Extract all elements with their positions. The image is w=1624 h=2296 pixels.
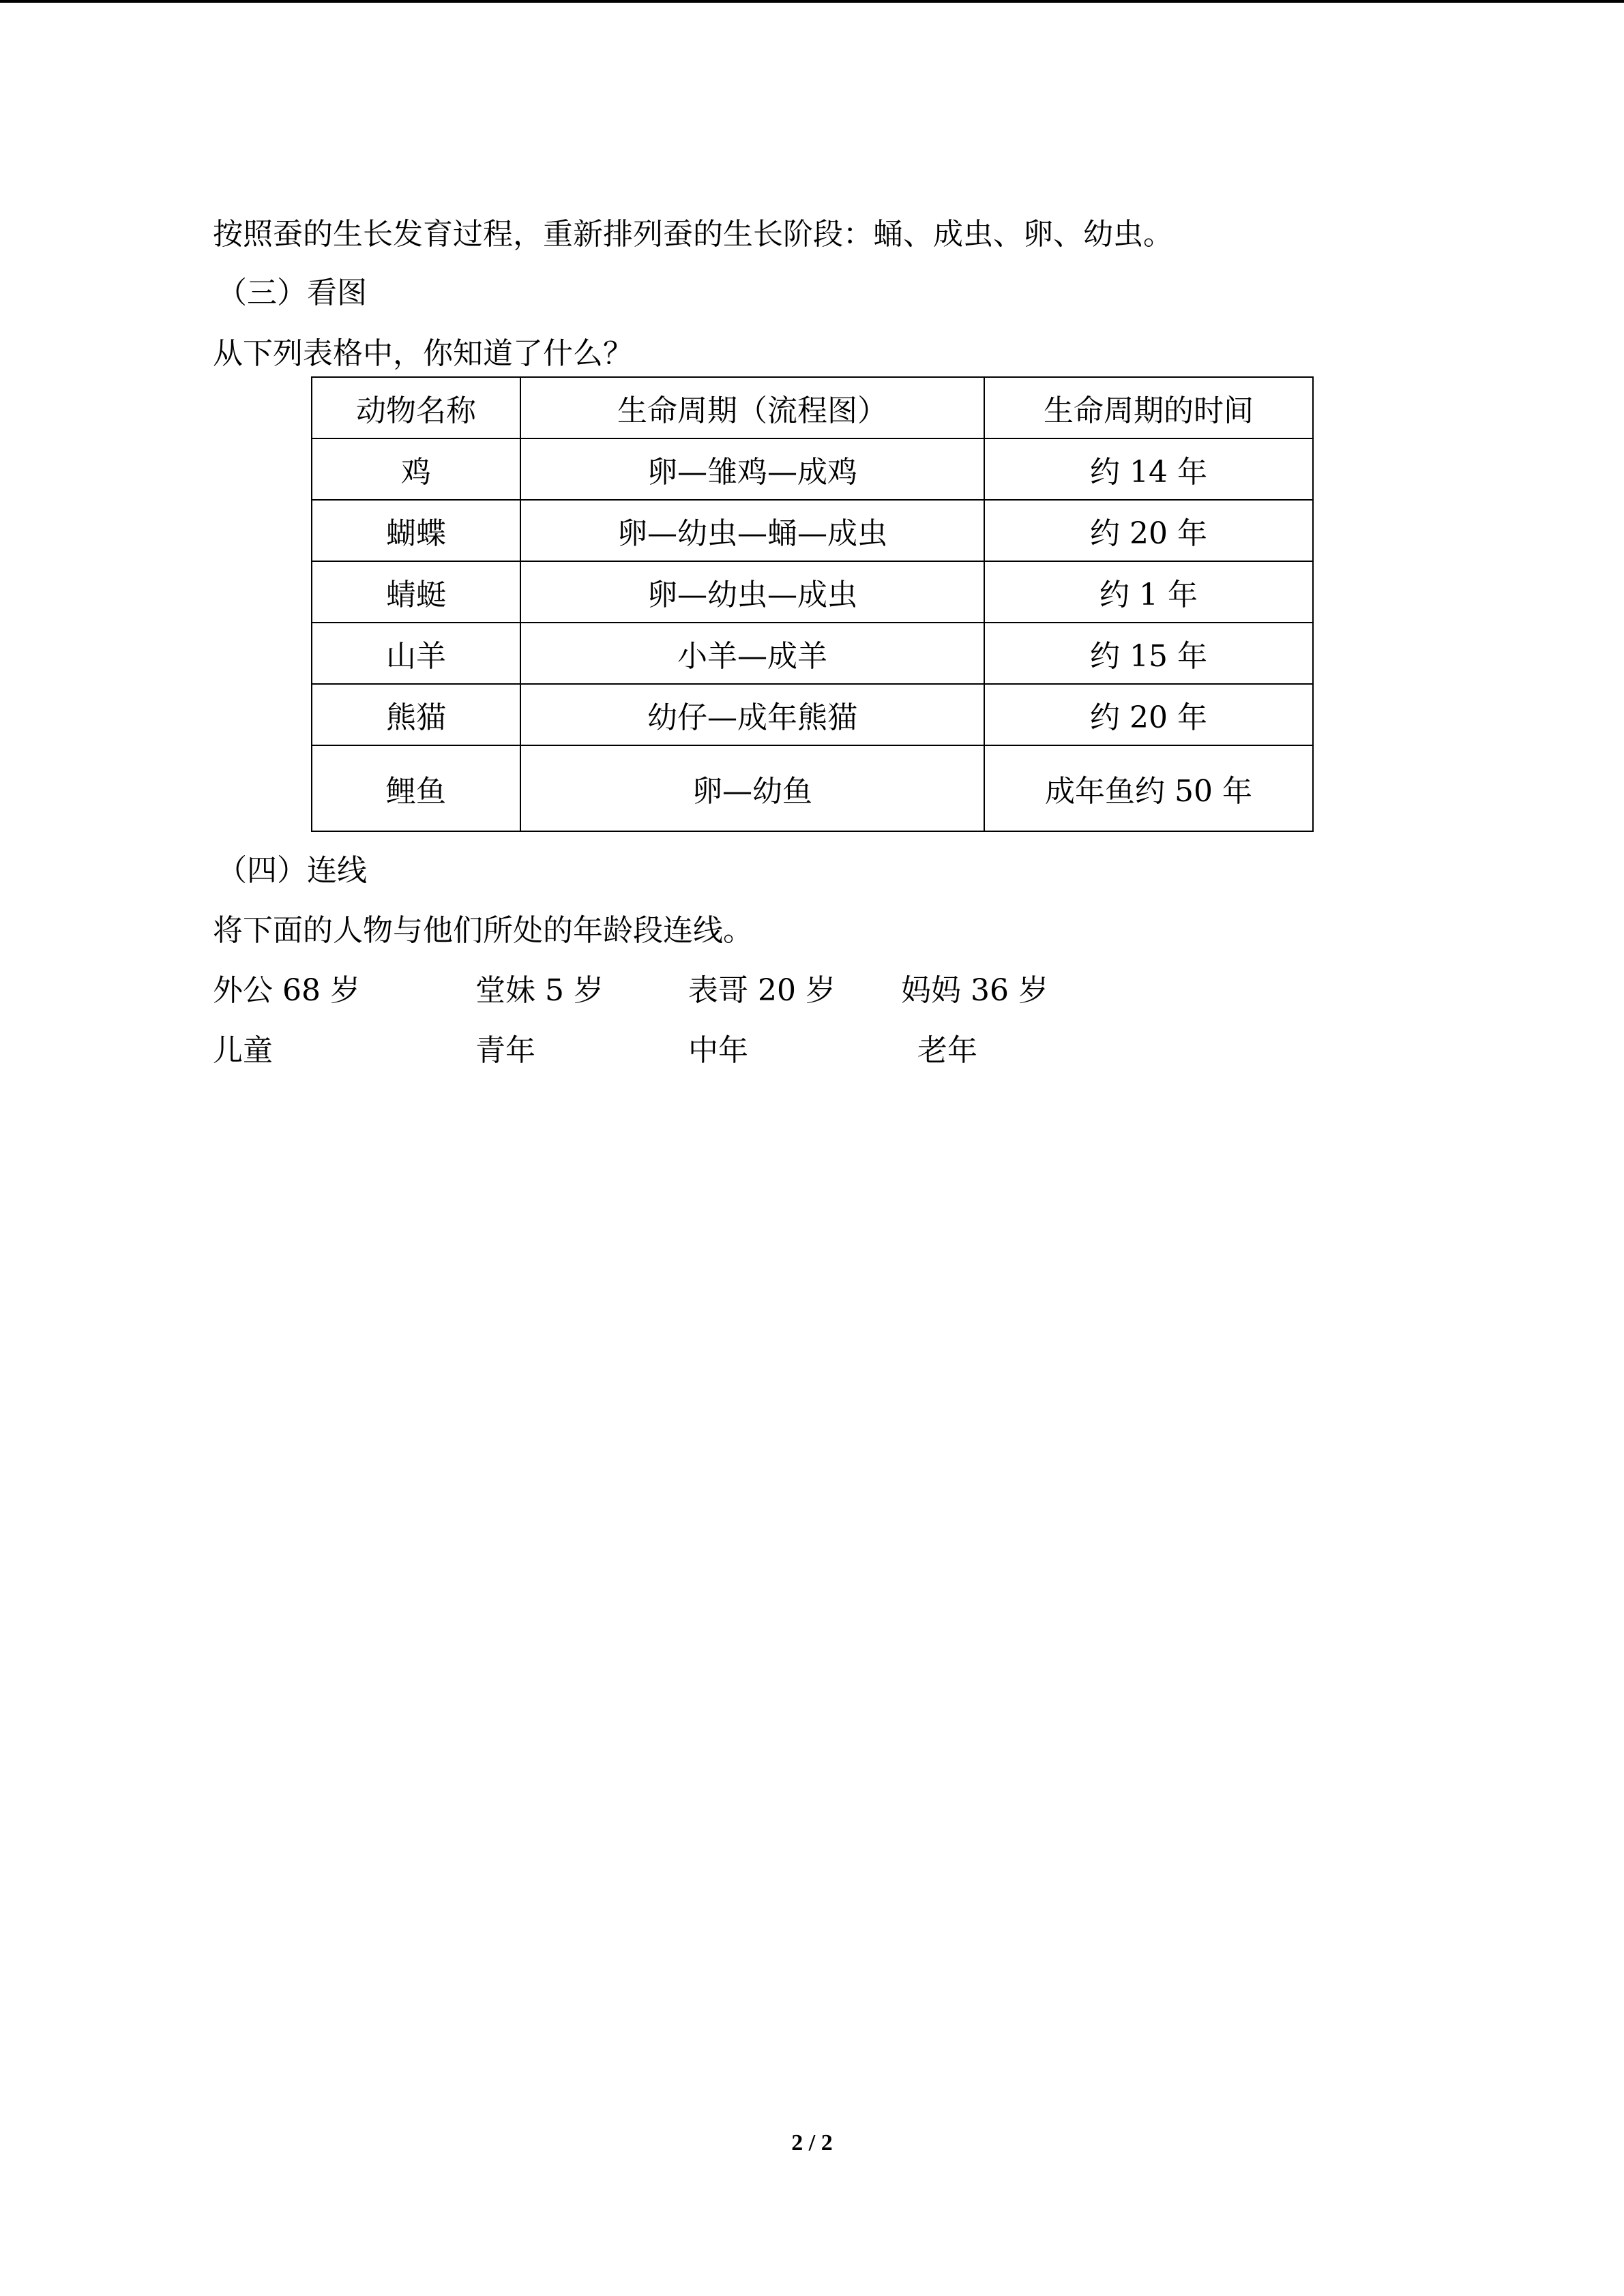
animal-name-cell: 蜻蜓 (312, 561, 520, 623)
person-item: 表哥 20 岁 (688, 973, 836, 1008)
life-span-cell: 约 1 年 (984, 561, 1313, 623)
person-item: 外公 68 岁 (213, 973, 360, 1008)
life-span-cell: 成年鱼约 50 年 (984, 745, 1313, 831)
section-3-prompt: 从下列表格中，你知道了什么？ (213, 336, 633, 371)
life-cycle-cell: 卵—幼虫—蛹—成虫 (520, 500, 984, 561)
age-group-item: 老年 (917, 1033, 977, 1068)
person-item: 堂妹 5 岁 (475, 973, 604, 1008)
life-span-cell: 约 20 年 (984, 684, 1313, 745)
header-life-cycle: 生命周期（流程图） (520, 377, 984, 438)
life-cycle-cell: 小羊—成羊 (520, 623, 984, 684)
animal-name-cell: 山羊 (312, 623, 520, 684)
life-span-cell: 约 14 年 (984, 438, 1313, 500)
silkworm-question: 按照蚕的生长发育过程，重新排列蚕的生长阶段：蛹、成虫、卵、幼虫。 (213, 217, 1173, 252)
life-cycle-cell: 卵—雏鸡—成鸡 (520, 438, 984, 500)
section-3-heading: （三）看图 (217, 275, 367, 310)
section-4-prompt: 将下面的人物与他们所处的年龄段连线。 (213, 913, 753, 948)
page-number: 2 / 2 (791, 2130, 833, 2156)
age-group-item: 青年 (475, 1033, 535, 1068)
table-row (312, 745, 1313, 831)
table-row (312, 438, 1313, 500)
table-row (312, 623, 1313, 684)
header-animal-name: 动物名称 (312, 377, 520, 438)
page-top-border (0, 0, 1624, 3)
lifecycle-table (311, 376, 1314, 832)
section-4-heading: （四）连线 (217, 853, 367, 888)
animal-name-cell: 鸡 (312, 438, 520, 500)
header-life-span: 生命周期的时间 (984, 377, 1313, 438)
table-row (312, 684, 1313, 745)
person-item: 妈妈 36 岁 (901, 973, 1048, 1008)
animal-name-cell: 蝴蝶 (312, 500, 520, 561)
life-cycle-cell: 卵—幼虫—成虫 (520, 561, 984, 623)
age-group-item: 中年 (688, 1033, 748, 1068)
life-span-cell: 约 20 年 (984, 500, 1313, 561)
animal-name-cell: 熊猫 (312, 684, 520, 745)
table-row (312, 500, 1313, 561)
age-group-item: 儿童 (213, 1033, 273, 1068)
table-row (312, 561, 1313, 623)
animal-name-cell: 鲤鱼 (312, 745, 520, 831)
life-span-cell: 约 15 年 (984, 623, 1313, 684)
life-cycle-cell: 幼仔—成年熊猫 (520, 684, 984, 745)
life-cycle-cell: 卵—幼鱼 (520, 745, 984, 831)
table-header-row (312, 377, 1313, 438)
